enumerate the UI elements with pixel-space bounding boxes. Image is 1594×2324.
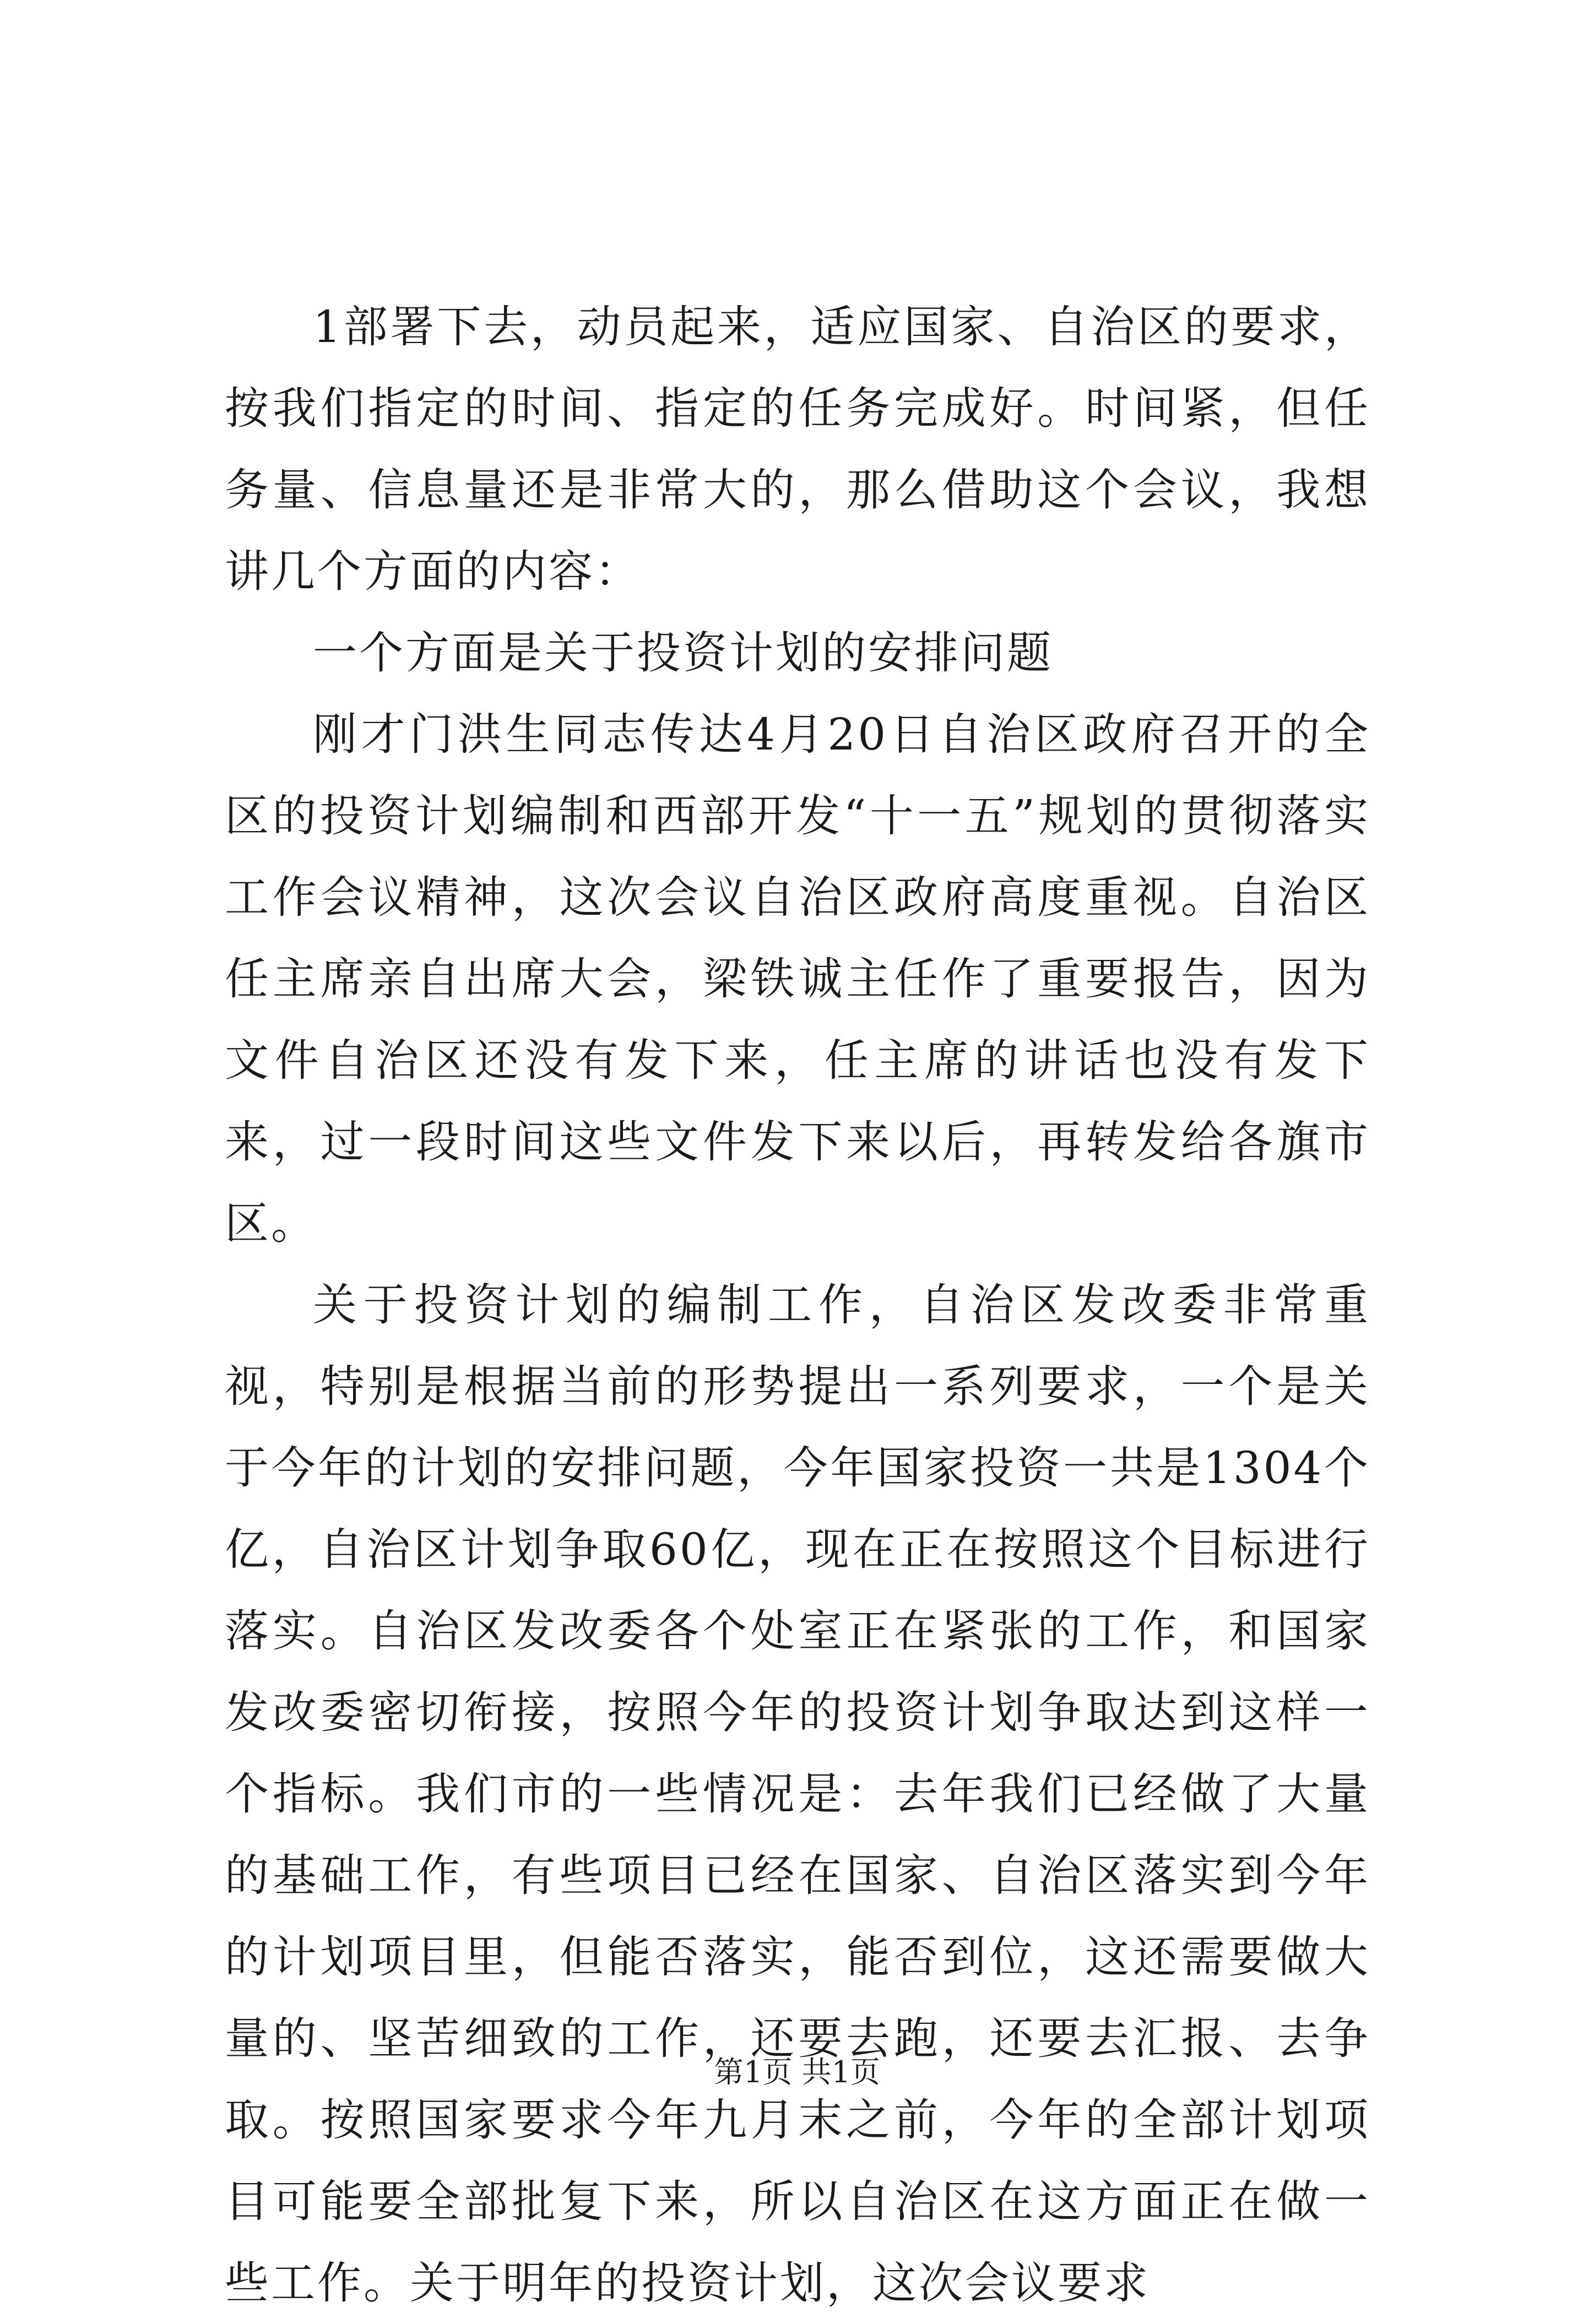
page-number-footer: 第1页 共1页 — [714, 2055, 880, 2089]
paragraph-investment-plan: 关于投资计划的编制工作，自治区发改委非常重视，特别是根据当前的形势提出一系列要求，一个是关于今年的计划的安排问题，今年国家投资一共是1304个亿，自治区计划争取60亿，现在正在按照这个目标进行落实。自治区发改委各个处室正在紧张的工作，和国家发改委密切衔接，按照今年的投资计划争取达到这样一个指标。我们市的一些情况是：去年我们已经做了大量的基础工作，有些项目已经在国家、自治区落实到今年的计划项目里，但能否落实，能否到位，这还需要做大量的、坚苦细致的工作，还要去跑，还要去汇报、去争取。按照国家要求今年九月末之前，今年的全部计划项目可能要全部批复下来，所以自治区在这方面正在做一些工作。关于明年的投资计划，这次会议要求 — [225, 1279, 1370, 2309]
paragraph-meeting: 刚才门洪生同志传达4月20日自治区政府召开的全区的投资计划编制和西部开发“十一五”规划的贯彻落实工作会议精神，这次会议自治区政府高度重视。自治区任主席亲自出席大会，梁铁诚主任作了重要报告，因为文件自治区还没有发下来，任主席的讲话也没有发下来，过一段时间这些文件发下来以后，再转发给各旗市区。 — [225, 709, 1370, 1249]
section-heading: 一个方面是关于投资计划的安排问题 — [313, 627, 1053, 678]
document-body — [225, 286, 1370, 2324]
paragraph-intro: 1部署下去，动员起来，适应国家、自治区的要求，按我们指定的时间、指定的任务完成好。时间紧，但任务量、信息量还是非常大的，那么借助这个会议，我想讲几个方面的内容： — [225, 301, 1370, 597]
